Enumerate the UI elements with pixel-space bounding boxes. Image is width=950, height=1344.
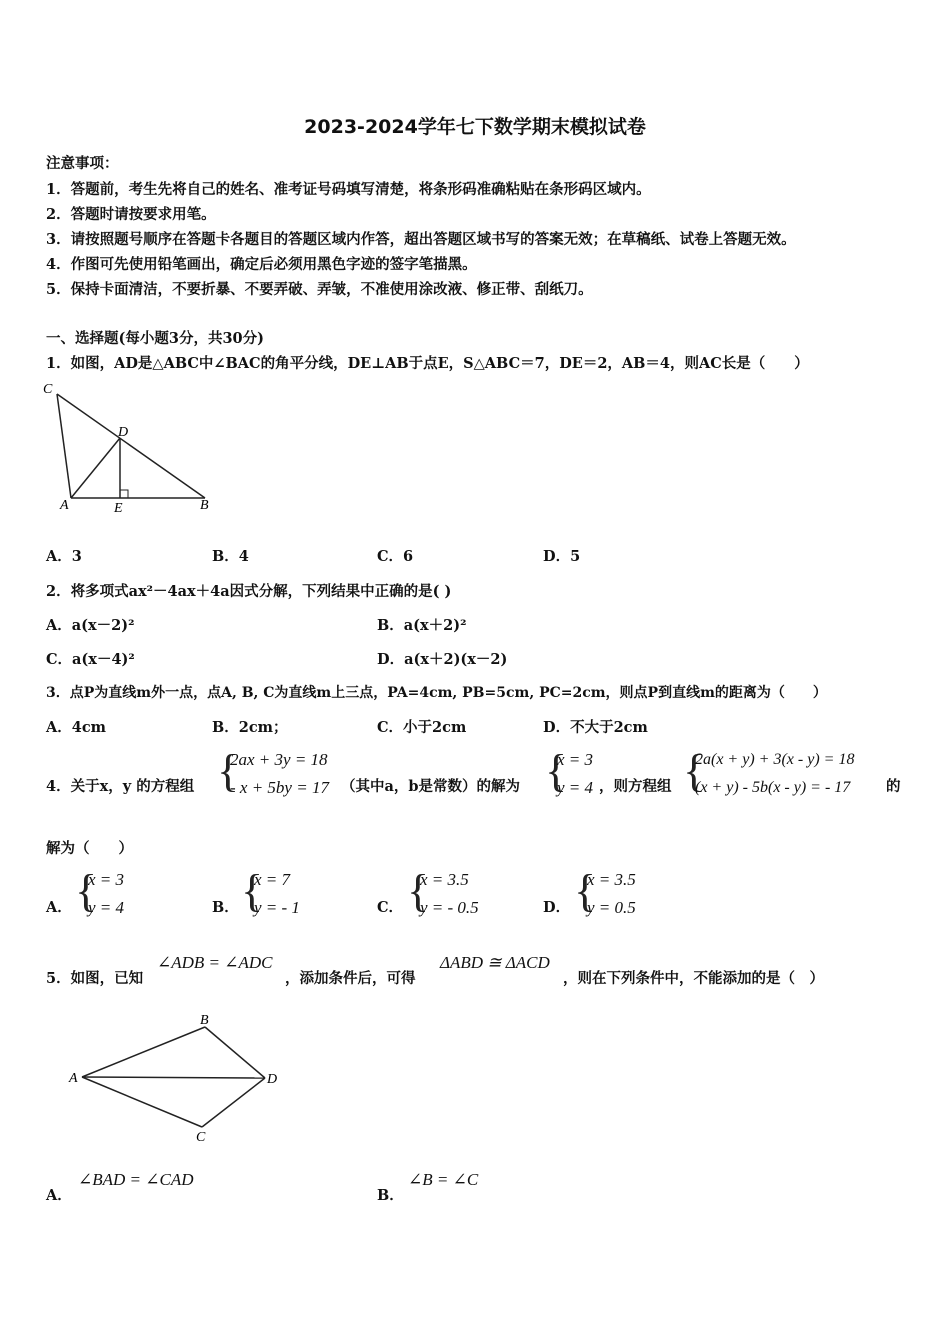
label-d: D bbox=[267, 1072, 278, 1087]
q4-option-b-eq1: x = 7 bbox=[254, 870, 291, 889]
notice-heading: 注意事项： bbox=[46, 155, 119, 172]
question-2-text: 2．将多项式ax²－4ax＋4a因式分解，下列结果中正确的是( ) bbox=[46, 583, 452, 600]
q4-option-c-eq1: x = 3.5 bbox=[420, 870, 469, 889]
q4-option-a-eq1: x = 3 bbox=[88, 870, 125, 889]
question-4-tail: 的 bbox=[886, 778, 901, 795]
q4-system2-eq1: x = 3 bbox=[557, 750, 594, 769]
segment-ac bbox=[82, 1077, 202, 1127]
brace: { bbox=[545, 745, 568, 796]
q5-option-b-label: B． bbox=[377, 1187, 404, 1204]
q4-option-c-label: C． bbox=[377, 899, 404, 916]
q4-option-a-label: A． bbox=[46, 899, 72, 916]
question-5-tail: ，则在下列条件中，不能添加的是（ ） bbox=[563, 970, 824, 987]
q1-triangle-figure bbox=[40, 378, 230, 518]
q3-option-c: C．小于2cm bbox=[377, 719, 467, 736]
segment-cd bbox=[202, 1078, 265, 1127]
q1-option-c: C．6 bbox=[377, 548, 414, 565]
brace: { bbox=[241, 865, 264, 916]
question-3-text: 3．点P为直线m外一点，点A, B, C为直线m上三点，PA=4cm, PB=5cm, PC=2cm，则点P到直线m的距离为（ ） bbox=[46, 685, 827, 701]
q2-option-b: B．a(x＋2)² bbox=[377, 617, 467, 634]
brace: { bbox=[683, 745, 706, 796]
q2-option-d: D．a(x＋2)(x－2) bbox=[377, 651, 508, 668]
brace: { bbox=[407, 865, 430, 916]
segment-ab bbox=[82, 1027, 205, 1077]
q3-option-b: B．2cm； bbox=[212, 719, 288, 736]
section-heading: 一、选择题(每小题3分，共30分) bbox=[46, 330, 264, 347]
question-4-lead: 4．关于x，y 的方程组 bbox=[46, 778, 195, 795]
q4-option-b-eq2: y = - 1 bbox=[254, 898, 300, 917]
notice-item: 5．保持卡面清洁，不要折暴、不要弄破、弄皱，不准使用涂改液、修正带、刮纸刀。 bbox=[46, 281, 593, 298]
q4-option-c-eq2: y = - 0.5 bbox=[420, 898, 479, 917]
q2-option-a: A．a(x－2)² bbox=[46, 617, 135, 634]
brace: { bbox=[217, 745, 240, 796]
question-4-mid2: ，则方程组 bbox=[599, 778, 672, 795]
brace: { bbox=[574, 865, 597, 916]
q5-option-a-eq: ∠BAD = ∠CAD bbox=[78, 1170, 194, 1189]
q2-option-c: C．a(x－4)² bbox=[46, 651, 135, 668]
notice-item: 1．答题前，考生先将自己的姓名、准考证号码填写清楚，将条形码准确粘贴在条形码区域内。 bbox=[46, 181, 651, 198]
label-b: B bbox=[200, 1013, 209, 1028]
q5-conclusion: ΔABD ≅ ΔACD bbox=[440, 953, 550, 972]
q4-system1-eq2: - x + 5by = 17 bbox=[230, 778, 329, 797]
q4-option-d-label: D． bbox=[543, 899, 571, 916]
notice-item: 4．作图可先使用铅笔画出，确定后必须用黑色字迹的签字笔描黑。 bbox=[46, 256, 477, 273]
question-1-text: 1．如图，AD是△ABC中∠BAC的角平分线，DE⊥AB于点E，S△ABC＝7，DE＝2，AB＝4，则AC长是（ ） bbox=[46, 355, 809, 372]
label-c: C bbox=[196, 1130, 206, 1145]
notice-item: 3．请按照题号顺序在答题卡各题目的答题区域内作答，超出答题区域书写的答案无效；在草稿纸、试卷上答题无效。 bbox=[46, 231, 796, 248]
page-title: 2023-2024学年七下数学期末模拟试卷 bbox=[304, 116, 646, 138]
q4-option-b-label: B． bbox=[212, 899, 239, 916]
question-5-mid: ，添加条件后，可得 bbox=[285, 970, 416, 987]
segment-bd bbox=[205, 1027, 265, 1078]
segment-cb bbox=[57, 394, 205, 498]
label-a: A bbox=[60, 498, 69, 513]
question-4-mid: （其中a，b是常数）的解为 bbox=[341, 778, 521, 795]
label-a: A bbox=[69, 1071, 78, 1086]
q3-option-d: D．不大于2cm bbox=[543, 719, 648, 736]
q1-option-d: D．5 bbox=[543, 548, 581, 565]
notice-item: 2．答题时请按要求用笔。 bbox=[46, 206, 216, 223]
q3-option-a: A．4cm bbox=[46, 719, 107, 736]
label-b: B bbox=[200, 498, 209, 513]
q1-option-a: A．3 bbox=[46, 548, 82, 565]
brace: { bbox=[75, 865, 98, 916]
q5-option-a-label: A． bbox=[46, 1187, 72, 1204]
q4-option-d-eq1: x = 3.5 bbox=[587, 870, 636, 889]
right-angle-mark bbox=[120, 490, 128, 498]
segment-ad bbox=[71, 438, 120, 498]
q5-option-b-eq: ∠B = ∠C bbox=[408, 1170, 479, 1189]
q1-option-b: B．4 bbox=[212, 548, 249, 565]
q4-system3-eq1: 2a(x + y) + 3(x - y) = 18 bbox=[695, 751, 855, 768]
q4-system1-eq1: 2ax + 3y = 18 bbox=[230, 750, 328, 769]
question-4-line2: 解为（ ） bbox=[46, 840, 133, 857]
segment-ad bbox=[82, 1077, 265, 1078]
q4-option-d-eq2: y = 0.5 bbox=[587, 898, 636, 917]
q4-system2-eq2: y = 4 bbox=[557, 778, 594, 797]
q4-system3-eq2: (x + y) - 5b(x - y) = - 17 bbox=[695, 779, 851, 796]
label-c: C bbox=[43, 382, 53, 397]
question-5-lead: 5．如图，已知 bbox=[46, 970, 144, 987]
label-d: D bbox=[118, 425, 129, 440]
segment-ca bbox=[57, 394, 71, 498]
label-e: E bbox=[114, 501, 123, 516]
q4-option-a-eq2: y = 4 bbox=[88, 898, 125, 917]
q5-kite-figure bbox=[62, 1008, 292, 1148]
q5-condition: ∠ADB = ∠ADC bbox=[157, 953, 273, 972]
